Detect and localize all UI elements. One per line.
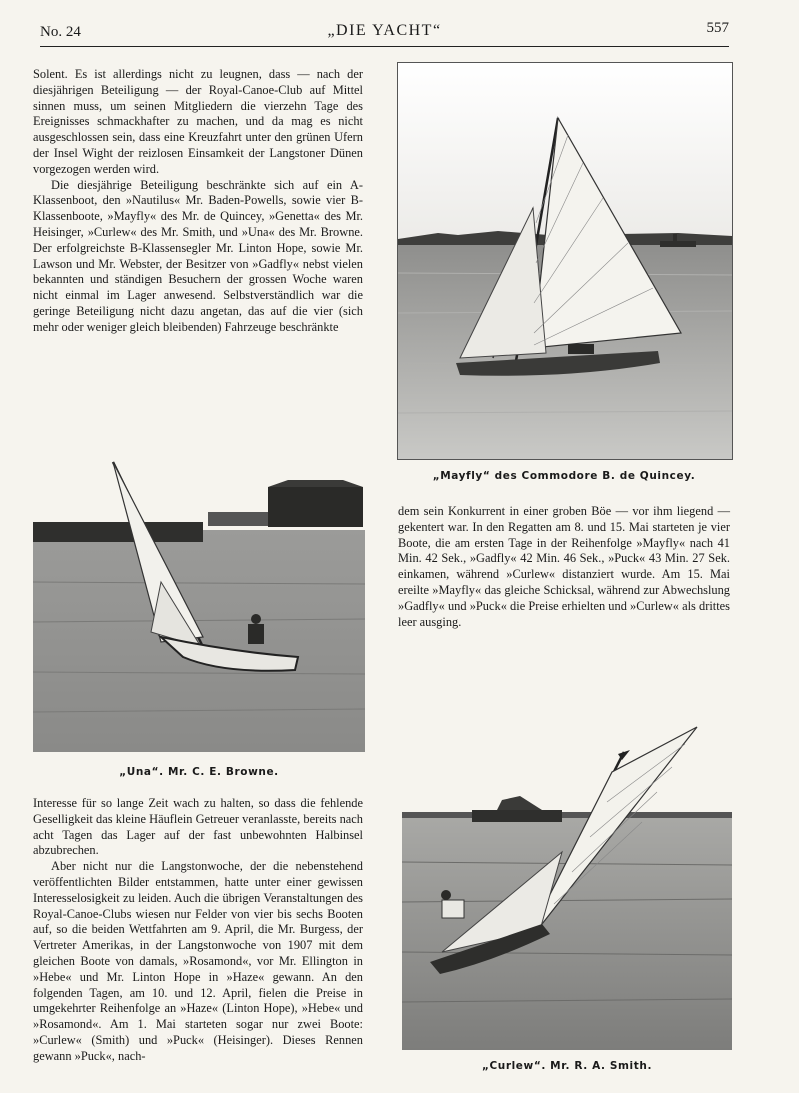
page-header (40, 18, 729, 47)
article-text-bottom-left (33, 796, 363, 1065)
article-text-top-left (33, 67, 363, 336)
article-text-middle-right (398, 504, 730, 630)
photo-una (33, 362, 365, 752)
caption-mayfly: „Mayfly“ des Commodore B. de Quincey. (432, 470, 696, 482)
page-number: 557 (706, 20, 729, 36)
caption-curlew: „Curlew“. Mr. R. A. Smith. (481, 1060, 653, 1072)
photo-curlew (402, 662, 732, 1050)
paragraph: Solent. Es ist allerdings nicht zu leugnen, dass — nach der diesjährigen Beteiligung — der Royal-Canoe-Club auf Mittel sinnen muss, um seinen Mitgliedern die vierzehn Tage des Ereignisses schmackhafter zu machen, und da mag es nicht ausgeschlossen sein, dass eine Kreuzfahrt unter den grünen Ufern der Insel Wight der reizlosen Einsamkeit der Langstoner Dünen vorgezogen werden wird. (33, 67, 363, 176)
paragraph: Interesse für so lange Zeit wach zu halten, so dass die fehlende Geselligkeit das kleine Häuflein Getreuer veranlasste, bereits nach acht Tagen das Lager auf der fast unbewohnten Halbinsel abzubrechen. (33, 796, 363, 858)
photo-mayfly (397, 62, 733, 460)
magazine-title: „DIE YACHT“ (327, 22, 442, 39)
caption-una: „Una“. Mr. C. E. Browne. (119, 766, 279, 778)
paragraph: Aber nicht nur die Langstonwoche, der die nebenstehend veröffentlichten Bilder entstammen, hatte unter einer gewissen Interesselosigkeit zu leiden. Auch die übrigen Veranstaltungen des Royal-Canoe-Clubs wiesen nur Felder von vier bis sechs Booten auf, so die beiden Wettfahrten am 9. April, die Mr. Burgess, der Vertreter Amerikas, in der Langstonwoche von 1907 mit dem gleichen Boote von damals, »Rosamond«, vor Mr. Ellington in »Hebe« und Mr. Linton Hope in »Haze« gewann. An den folgenden Tagen, am 10. und 12. April, fielen die Preise in umgekehrter Reihenfolge an »Haze« (Linton Hope), »Hebe« und »Rosamond«. Am 1. Mai starteten sogar nur zwei Boote: »Curlew« (Smith) und »Puck« (Heisinger). Dieses Rennen gewann »Puck«, nach- (33, 859, 363, 1063)
paragraph: Die diesjährige Beteiligung beschränkte sich auf ein A-Klassenboot, den »Nautilus« Mr. Baden-Powells, sowie vier B-Klassenboote, »Mayfly« des Mr. de Quincey, »Genetta« des Mr. Heisinger, »Curlew« des Mr. Smith, und »Una« des Mr. Browne. Der erfolgreichste B-Klassensegler Mr. Linton Hope, sowie Mr. Lawson und Mr. Webster, der Besitzer von »Gadfly« nebst vielen bekannten und ständigen Besuchern der grossen Woche waren nicht einmal im Lager anwesend. Selbstverständlich war die geringe Beteiligung nicht dazu angetan, das auf die vier (sich mehr oder weniger gleich bleibenden) Fahrzeuge beschränkte (33, 177, 363, 334)
issue-number: No. 24 (40, 24, 81, 40)
paragraph: dem sein Konkurrent in einer groben Böe — vor ihm liegend — gekentert war. In den Regatten am 8. und 15. Mai starteten je vier Boote, die am ersten Tage in der Reihenfolge »Mayfly« nach 41 Min. 42 Sek., »Gadfly« 42 Min. 46 Sek., »Puck« 43 Min. 27 Sek. einkamen, während »Curlew« distanziert wurde. Am 15. Mai ereilte »Mayfly« das gleiche Schicksal, während zur Abwechslung »Gadfly« und »Puck« die Preise erhielten und »Curlew« als drittes leer ausging. (398, 504, 730, 629)
